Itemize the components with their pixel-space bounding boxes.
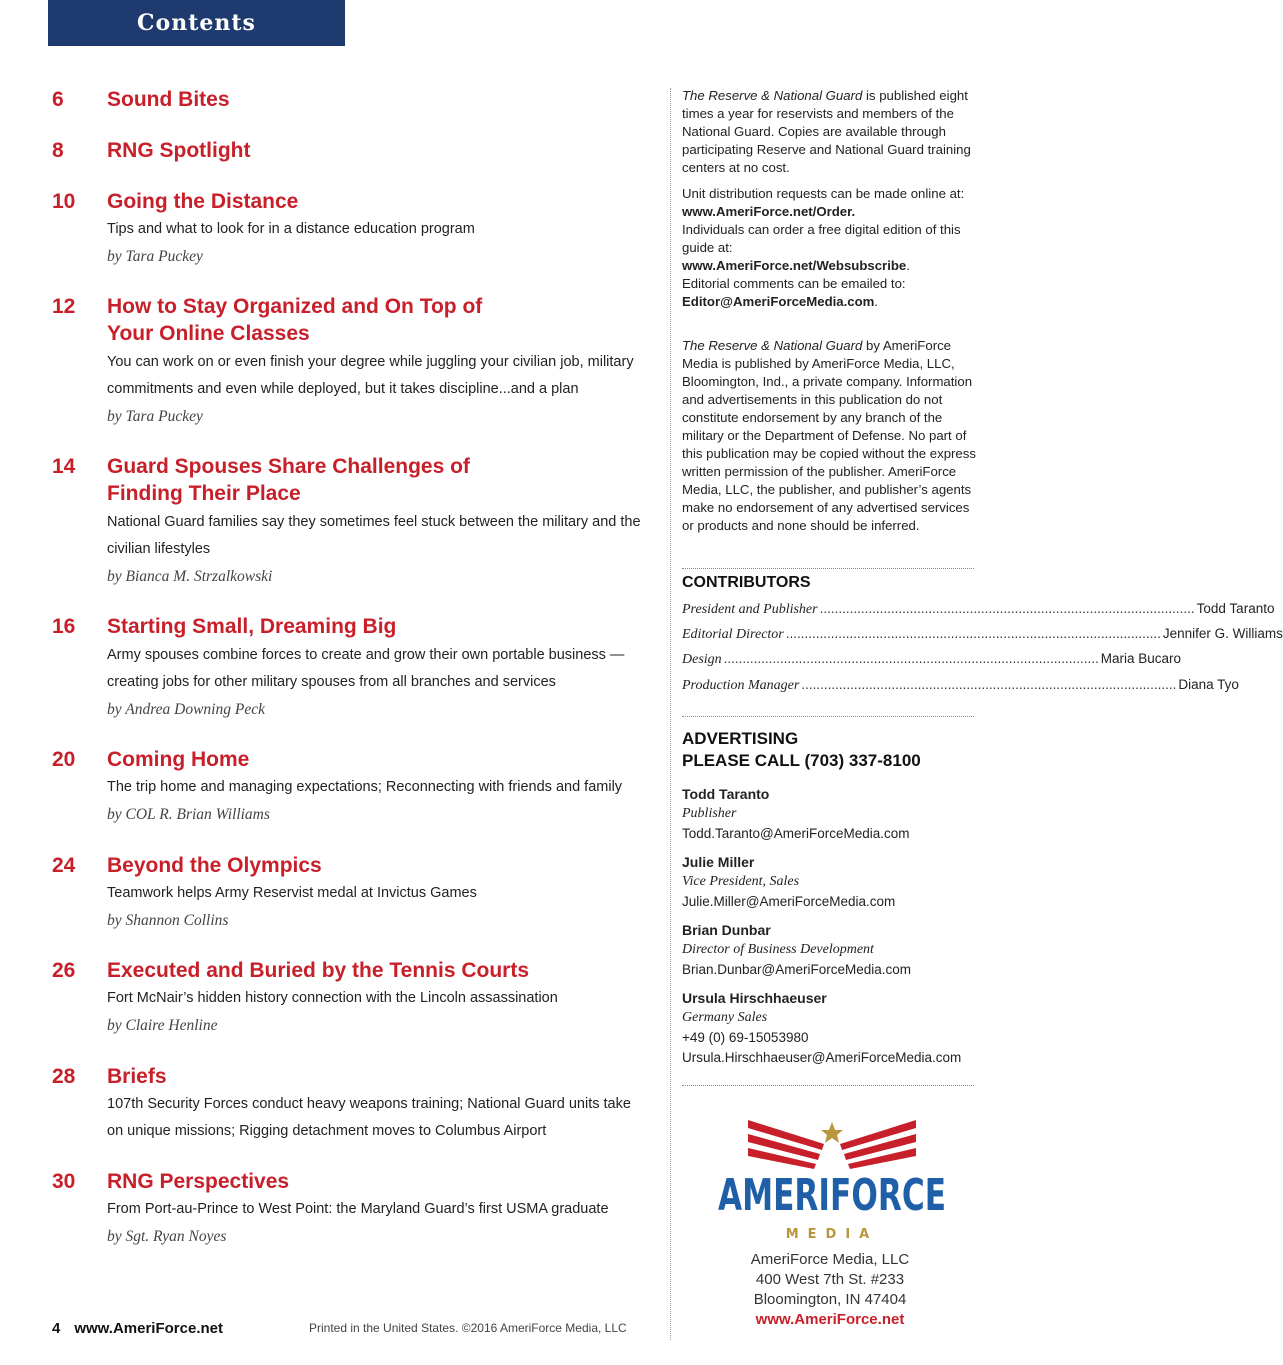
- column-divider: [670, 88, 671, 1340]
- page-number: 12: [52, 295, 76, 318]
- distribution-info: [682, 185, 978, 311]
- article-byline: by Tara Puckey: [107, 408, 203, 425]
- article-description: [107, 642, 669, 696]
- article-title[interactable]: Beyond the Olympics: [107, 854, 322, 877]
- punctuation: .: [906, 258, 910, 273]
- description-line: 107th Security Forces conduct heavy weapons training; National Guard units take: [107, 1096, 631, 1112]
- address-line: AmeriForce Media, LLC: [750, 1251, 910, 1268]
- sales-contact: [682, 920, 978, 980]
- article-title[interactable]: Briefs: [107, 1065, 167, 1088]
- advertising-title: ADVERTISING: [682, 729, 799, 748]
- article-title-line: Guard Spouses Share Challenges of: [107, 455, 470, 478]
- punctuation: .: [874, 294, 879, 309]
- description-line: Army spouses combine forces to create and grow their own portable business —: [107, 647, 625, 663]
- contact-title: Publisher: [682, 806, 737, 821]
- address-line: Bloomington, IN 47404: [753, 1291, 907, 1308]
- contact-email[interactable]: Brian.Dunbar@AmeriForceMedia.com: [682, 962, 912, 977]
- article-title[interactable]: Coming Home: [107, 748, 250, 771]
- contact-phone[interactable]: +49 (0) 69-15053980: [682, 1030, 809, 1045]
- article-byline: by Shannon Collins: [107, 912, 229, 929]
- contents-tab: [48, 0, 345, 46]
- article-description: From Port-au-Prince to West Point: the Maryland Guard’s first USMA graduate: [107, 1201, 609, 1217]
- article-description: [107, 349, 669, 403]
- publication-title: The Reserve & National Guard: [682, 88, 863, 103]
- page-number: 8: [52, 139, 64, 162]
- article-description: [107, 509, 669, 563]
- article-byline: by Andrea Downing Peck: [107, 701, 265, 718]
- leader-dots: [801, 677, 1176, 692]
- contributor-row: [682, 626, 1283, 643]
- article-description: Fort McNair’s hidden history connection with the Lincoln assassination: [107, 990, 558, 1006]
- publication-title: The Reserve & National Guard: [682, 338, 863, 353]
- sales-contact: [682, 988, 978, 1068]
- contributors-heading: CONTRIBUTORS: [682, 574, 811, 591]
- contact-email[interactable]: Todd.Taranto@AmeriForceMedia.com: [682, 826, 910, 841]
- contact-name: Todd Taranto: [682, 786, 770, 802]
- article-title[interactable]: Executed and Buried by the Tennis Courts: [107, 959, 530, 982]
- page-number: 30: [52, 1170, 76, 1193]
- article-description: Teamwork helps Army Reservist medal at Invictus Games: [107, 885, 477, 901]
- legal-text: by AmeriForce Media is published by AmeriForce Media, LLC, Bloomington, Ind., a private company. Information and advertisements in this publication do not constitute endorsement by any branch of the military or the Department of Defense. No part of this publication may be copied without the express written permission of the publisher. AmeriForce Media, LLC, the publisher, and publisher’s agents make no endorsement of any advertised services or products and none should be inferred.: [682, 338, 976, 533]
- leader-dots: [786, 626, 1161, 641]
- leader-dots: [820, 601, 1195, 616]
- website-link[interactable]: www.AmeriForce.net: [755, 1311, 905, 1328]
- footer-website-link[interactable]: www.AmeriForce.net: [74, 1320, 223, 1337]
- description-line: You can work on or even finish your degree while juggling your civilian job, military: [107, 354, 634, 370]
- order-link[interactable]: www.AmeriForce.net/Order.: [682, 204, 856, 219]
- advertising-heading: [682, 728, 921, 772]
- article-title[interactable]: RNG Spotlight: [107, 139, 251, 162]
- ameriforce-logo: [712, 1110, 952, 1245]
- article-title[interactable]: [107, 293, 667, 347]
- article-byline: by Sgt. Ryan Noyes: [107, 1228, 227, 1245]
- contributor-role: Design: [682, 652, 722, 667]
- subscribe-link[interactable]: www.AmeriForce.net/Websubscribe: [682, 258, 907, 273]
- article-description: The trip home and managing expectations; Reconnecting with friends and family: [107, 779, 623, 795]
- contributor-role: President and Publisher: [682, 602, 818, 617]
- contact-name: Ursula Hirschhaeuser: [682, 990, 827, 1006]
- article-description: [107, 1091, 669, 1145]
- article-title[interactable]: Starting Small, Dreaming Big: [107, 615, 397, 638]
- description-line: creating jobs for other military spouses from all branches and services: [107, 674, 556, 690]
- editor-email-link[interactable]: Editor@AmeriForceMedia.com: [682, 294, 875, 309]
- article-description: Tips and what to look for in a distance education program: [107, 221, 475, 237]
- page-number: 6: [52, 88, 64, 111]
- article-title[interactable]: Going the Distance: [107, 190, 299, 213]
- contributor-role: Production Manager: [682, 678, 800, 693]
- footer-copyright: Printed in the United States. ©2016 AmeriForce Media, LLC: [309, 1321, 627, 1335]
- contributor-name: Maria Bucaro: [1100, 651, 1182, 666]
- advertising-phone[interactable]: PLEASE CALL (703) 337-8100: [682, 751, 921, 770]
- contributor-row: [682, 651, 1182, 668]
- contact-title: Germany Sales: [682, 1010, 768, 1025]
- logo-subtitle: MEDIA: [785, 1227, 879, 1242]
- contributor-row: [682, 601, 1275, 618]
- footer-folio: [52, 1320, 223, 1337]
- page-number: 14: [52, 455, 76, 478]
- individual-order-text: Individuals can order a free digital edition of this guide at:: [682, 222, 961, 255]
- description-line: commitments and even while deployed, but it takes discipline...and a plan: [107, 381, 579, 397]
- contact-name: Julie Miller: [682, 854, 755, 870]
- article-byline: by Claire Henline: [107, 1017, 218, 1034]
- contents-label: Contents: [137, 10, 256, 36]
- editorial-text: Editorial comments can be emailed to:: [682, 276, 906, 291]
- unit-distribution-text: Unit distribution requests can be made online at:: [682, 186, 965, 201]
- article-title-line: Finding Their Place: [107, 482, 301, 505]
- page-number: 28: [52, 1065, 76, 1088]
- article-title[interactable]: [107, 453, 667, 507]
- logo-wordmark: AMERIFORCE: [718, 1170, 946, 1221]
- description-line: civilian lifestyles: [107, 541, 211, 557]
- article-title[interactable]: RNG Perspectives: [107, 1170, 290, 1193]
- contributor-row: [682, 677, 1239, 694]
- intro-text: is published eight times a year for reservists and members of the National Guard. Copies are available through participating Reserve and National Guard training centers at no cost.: [682, 88, 971, 175]
- article-title[interactable]: Sound Bites: [107, 88, 230, 111]
- section-divider: [682, 716, 974, 717]
- page-number: 26: [52, 959, 76, 982]
- contact-email[interactable]: Julie.Miller@AmeriForceMedia.com: [682, 894, 896, 909]
- contributor-name: Todd Taranto: [1196, 601, 1275, 616]
- legal-notice: [682, 337, 978, 535]
- contributor-name: Jennifer G. Williams: [1162, 626, 1283, 641]
- page-number: 16: [52, 615, 76, 638]
- article-title-line: Your Online Classes: [107, 322, 310, 345]
- article-byline: by Tara Puckey: [107, 248, 203, 265]
- article-byline: by COL R. Brian Williams: [107, 806, 270, 823]
- article-byline: by Bianca M. Strzalkowski: [107, 568, 273, 585]
- page-number: 24: [52, 854, 76, 877]
- masthead-intro: [682, 87, 978, 177]
- star-icon: [821, 1122, 843, 1143]
- contact-title: Vice President, Sales: [682, 874, 800, 889]
- section-divider: [682, 568, 974, 569]
- folio-page-number: 4: [52, 1320, 61, 1337]
- section-divider: [682, 1085, 974, 1086]
- address-line: 400 West 7th St. #233: [755, 1271, 905, 1288]
- sales-contact: [682, 852, 978, 912]
- contact-name: Brian Dunbar: [682, 922, 771, 938]
- article-title-line: How to Stay Organized and On Top of: [107, 295, 483, 318]
- description-line: on unique missions; Rigging detachment moves to Columbus Airport: [107, 1123, 547, 1139]
- contact-email[interactable]: Ursula.Hirschhaeuser@AmeriForceMedia.com: [682, 1050, 962, 1065]
- contributor-role: Editorial Director: [682, 627, 784, 642]
- description-line: National Guard families say they sometimes feel stuck between the military and the: [107, 514, 641, 530]
- page-number: 20: [52, 748, 76, 771]
- sales-contact: [682, 784, 978, 844]
- contact-title: Director of Business Development: [682, 942, 874, 957]
- publisher-address: [682, 1250, 978, 1330]
- leader-dots: [724, 651, 1099, 666]
- contributor-name: Diana Tyo: [1178, 677, 1239, 692]
- page-number: 10: [52, 190, 76, 213]
